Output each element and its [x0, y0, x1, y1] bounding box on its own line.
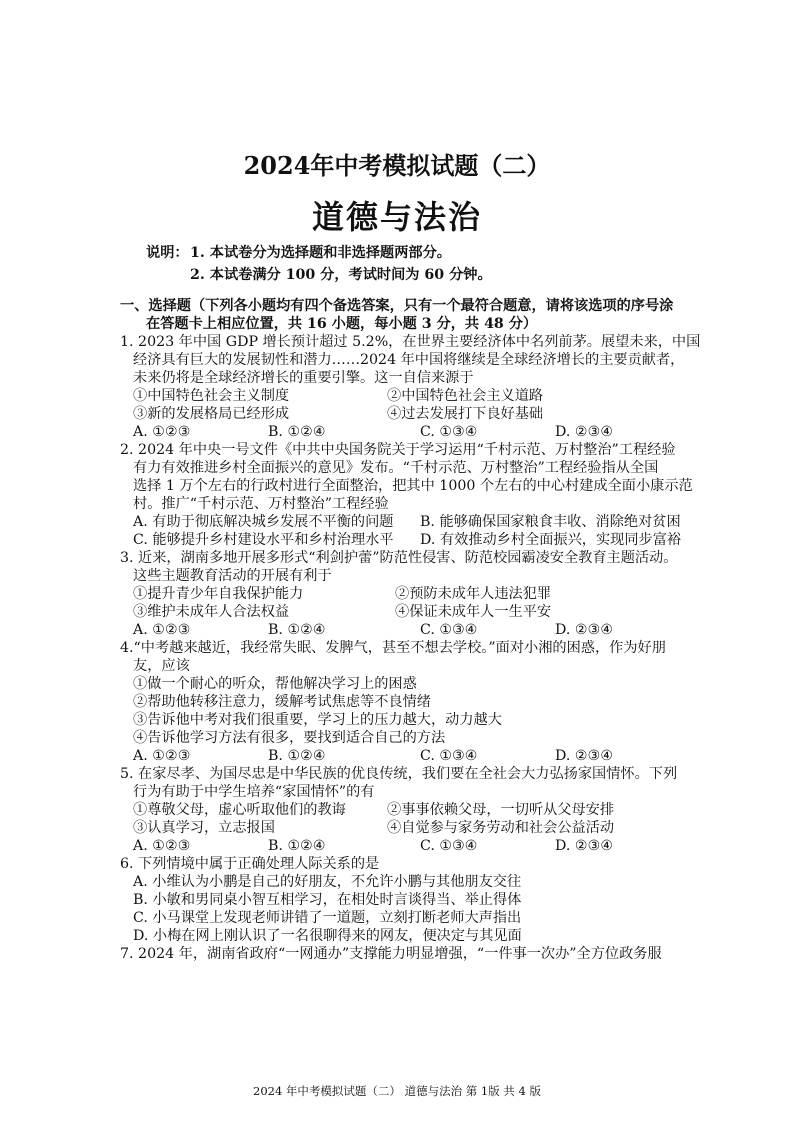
q5-item: ②事事依赖父母，一切听从父母安排 [387, 802, 615, 818]
q3-stem: 3. 近来，湖南多地开展多形式“利剑护蕾”防范性侵害、防范校园霸凌安全教育主题活动。 [120, 550, 678, 566]
q3-item: ②预防未成年人违法犯罪 [395, 586, 552, 602]
q6-option-c: C. 小马课堂上发现老师讲错了一道题，立刻打断老师大声指出 [133, 910, 522, 926]
q3-option-d: D. ②③④ [555, 622, 614, 638]
q5-stem: 行为有助于中学生培养“家国情怀”的有 [133, 784, 375, 800]
q4-item: ②帮助他转移注意力，缓解考试焦虑等不良情绪 [133, 694, 431, 710]
q1-option-c: C. ①③④ [420, 424, 478, 440]
q5-item: ①尊敬父母，虚心听取他们的教诲 [133, 802, 346, 818]
q5-option-c: C. ①③④ [420, 838, 478, 854]
q7-stem: 7. 2024 年，湖南省政府“一网通办”支撑能力明显增强，“一件事一次办”全方位政务服 [120, 946, 662, 962]
q2-option-d: D. 有效推动乡村全面振兴，实现同步富裕 [420, 532, 682, 548]
section-heading: 一、选择题（下列各小题均有四个备选答案，只有一个最符合题意，请将该选项的序号涂 [120, 298, 674, 314]
q1-option-d: D. ②③④ [555, 424, 614, 440]
q3-option-b: B. ①②④ [268, 622, 326, 638]
q5-option-d: D. ②③④ [555, 838, 614, 854]
q5-item: ③认真学习，立志报国 [133, 820, 275, 836]
q3-item: ③维护未成年人合法权益 [133, 604, 290, 620]
q2-stem: 2. 2024 年中央一号文件《中共中央国务院关于学习运用“千村示范、万村整治”工程经验 [120, 442, 676, 458]
q4-option-d: D. ②③④ [555, 748, 614, 764]
q6-option-b: B. 小敏和男同桌小智互相学习，在相处时言谈得当、举止得体 [133, 892, 522, 908]
q3-option-c: C. ①③④ [420, 622, 478, 638]
q2-option-a: A. 有助于彻底解决城乡发展不平衡的问题 [133, 514, 394, 530]
q3-option-a: A. ①②③ [133, 622, 191, 638]
note-line-1: 1. 本试卷分为选择题和非选择题两部分。 [190, 245, 451, 261]
q2-option-c: C. 能够提升乡村建设水平和乡村治理水平 [133, 532, 394, 548]
q1-item: ③新的发展格局已经形成 [133, 406, 290, 422]
q3-item: ①提升青少年自我保护能力 [133, 586, 304, 602]
q1-item: ①中国特色社会主义制度 [133, 388, 290, 404]
q5-item: ④自觉参与家务劳动和社会公益活动 [387, 820, 615, 836]
q5-option-b: B. ①②④ [268, 838, 326, 854]
q4-item: ③告诉他中考对我们很重要，学习上的压力越大，动力越大 [133, 712, 502, 728]
q6-stem: 6. 下列情境中属于正确处理人际关系的是 [120, 856, 380, 872]
q4-option-a: A. ①②③ [133, 748, 191, 764]
q2-stem: 村。推广“千村示范、万村整治”工程经验 [133, 496, 389, 512]
q6-option-d: D. 小梅在网上刚认识了一名很聊得来的网友，便决定与其见面 [133, 928, 522, 944]
q4-stem: 4.“中考越来越近，我经常失眠、发脾气，甚至不想去学校。”面对小湘的困惑，作为好朋 [120, 640, 666, 656]
q3-item: ④保证未成年人一生平安 [395, 604, 552, 620]
q6-option-a: A. 小维认为小鹏是自己的好朋友，不允许小鹏与其他朋友交往 [133, 874, 522, 890]
q1-option-a: A. ①②③ [133, 424, 191, 440]
q4-item: ④告诉他学习方法有很多，要找到适合自己的方法 [133, 730, 446, 746]
notes-label: 说明： [146, 245, 189, 261]
section-heading-cont: 在答题卡上相应位置，共 16 小题，每小题 3 分，共 48 分） [146, 316, 538, 332]
q2-stem: 选择 1 万个左右的行政村进行全面整治，把其中 1000 个左右的中心村建成全面小康示范 [133, 478, 693, 494]
q2-stem: 有力有效推进乡村全面振兴的意见》发布。“千村示范、万村整治”工程经验指从全国 [133, 460, 659, 476]
q1-item: ②中国特色社会主义道路 [387, 388, 544, 404]
page-footer: 2024 年中考模拟试题（二） 道德与法治 第 1版 共 4 版 [253, 1084, 541, 1098]
q1-item: ④过去发展打下良好基础 [387, 406, 544, 422]
q1-stem: 经济具有巨大的发展韧性和潜力……2024 年中国将继续是全球经济增长的主要贡献者， [133, 352, 685, 368]
q2-option-b: B. 能够确保国家粮食丰收、消除绝对贫困 [420, 514, 681, 530]
q5-stem: 5. 在家尽孝、为国尽忠是中华民族的优良传统，我们要在全社会大力弘扬家国情怀。下列 [120, 766, 678, 782]
q4-option-c: C. ①③④ [420, 748, 478, 764]
q1-option-b: B. ①②④ [268, 424, 326, 440]
exam-title: 2024年中考模拟试题（二） [243, 151, 551, 180]
subject-title: 道德与法治 [311, 198, 482, 236]
q5-option-a: A. ①②③ [133, 838, 191, 854]
note-line-2: 2. 本试卷满分 100 分，考试时间为 60 分钟。 [190, 267, 492, 283]
q1-stem: 未来仍将是全球经济增长的重要引擎。这一自信来源于 [133, 370, 474, 386]
q4-item: ①做一个耐心的听众，帮他解决学习上的困惑 [133, 676, 417, 692]
q1-stem: 1. 2023 年中国 GDP 增长预计超过 5.2%，在世界主要经济体中名列前茅。展望未来，中国 [120, 334, 701, 350]
q3-stem: 这些主题教育活动的开展有利于 [133, 568, 332, 584]
q4-option-b: B. ①②④ [268, 748, 326, 764]
q4-stem: 友，应该 [133, 658, 190, 674]
